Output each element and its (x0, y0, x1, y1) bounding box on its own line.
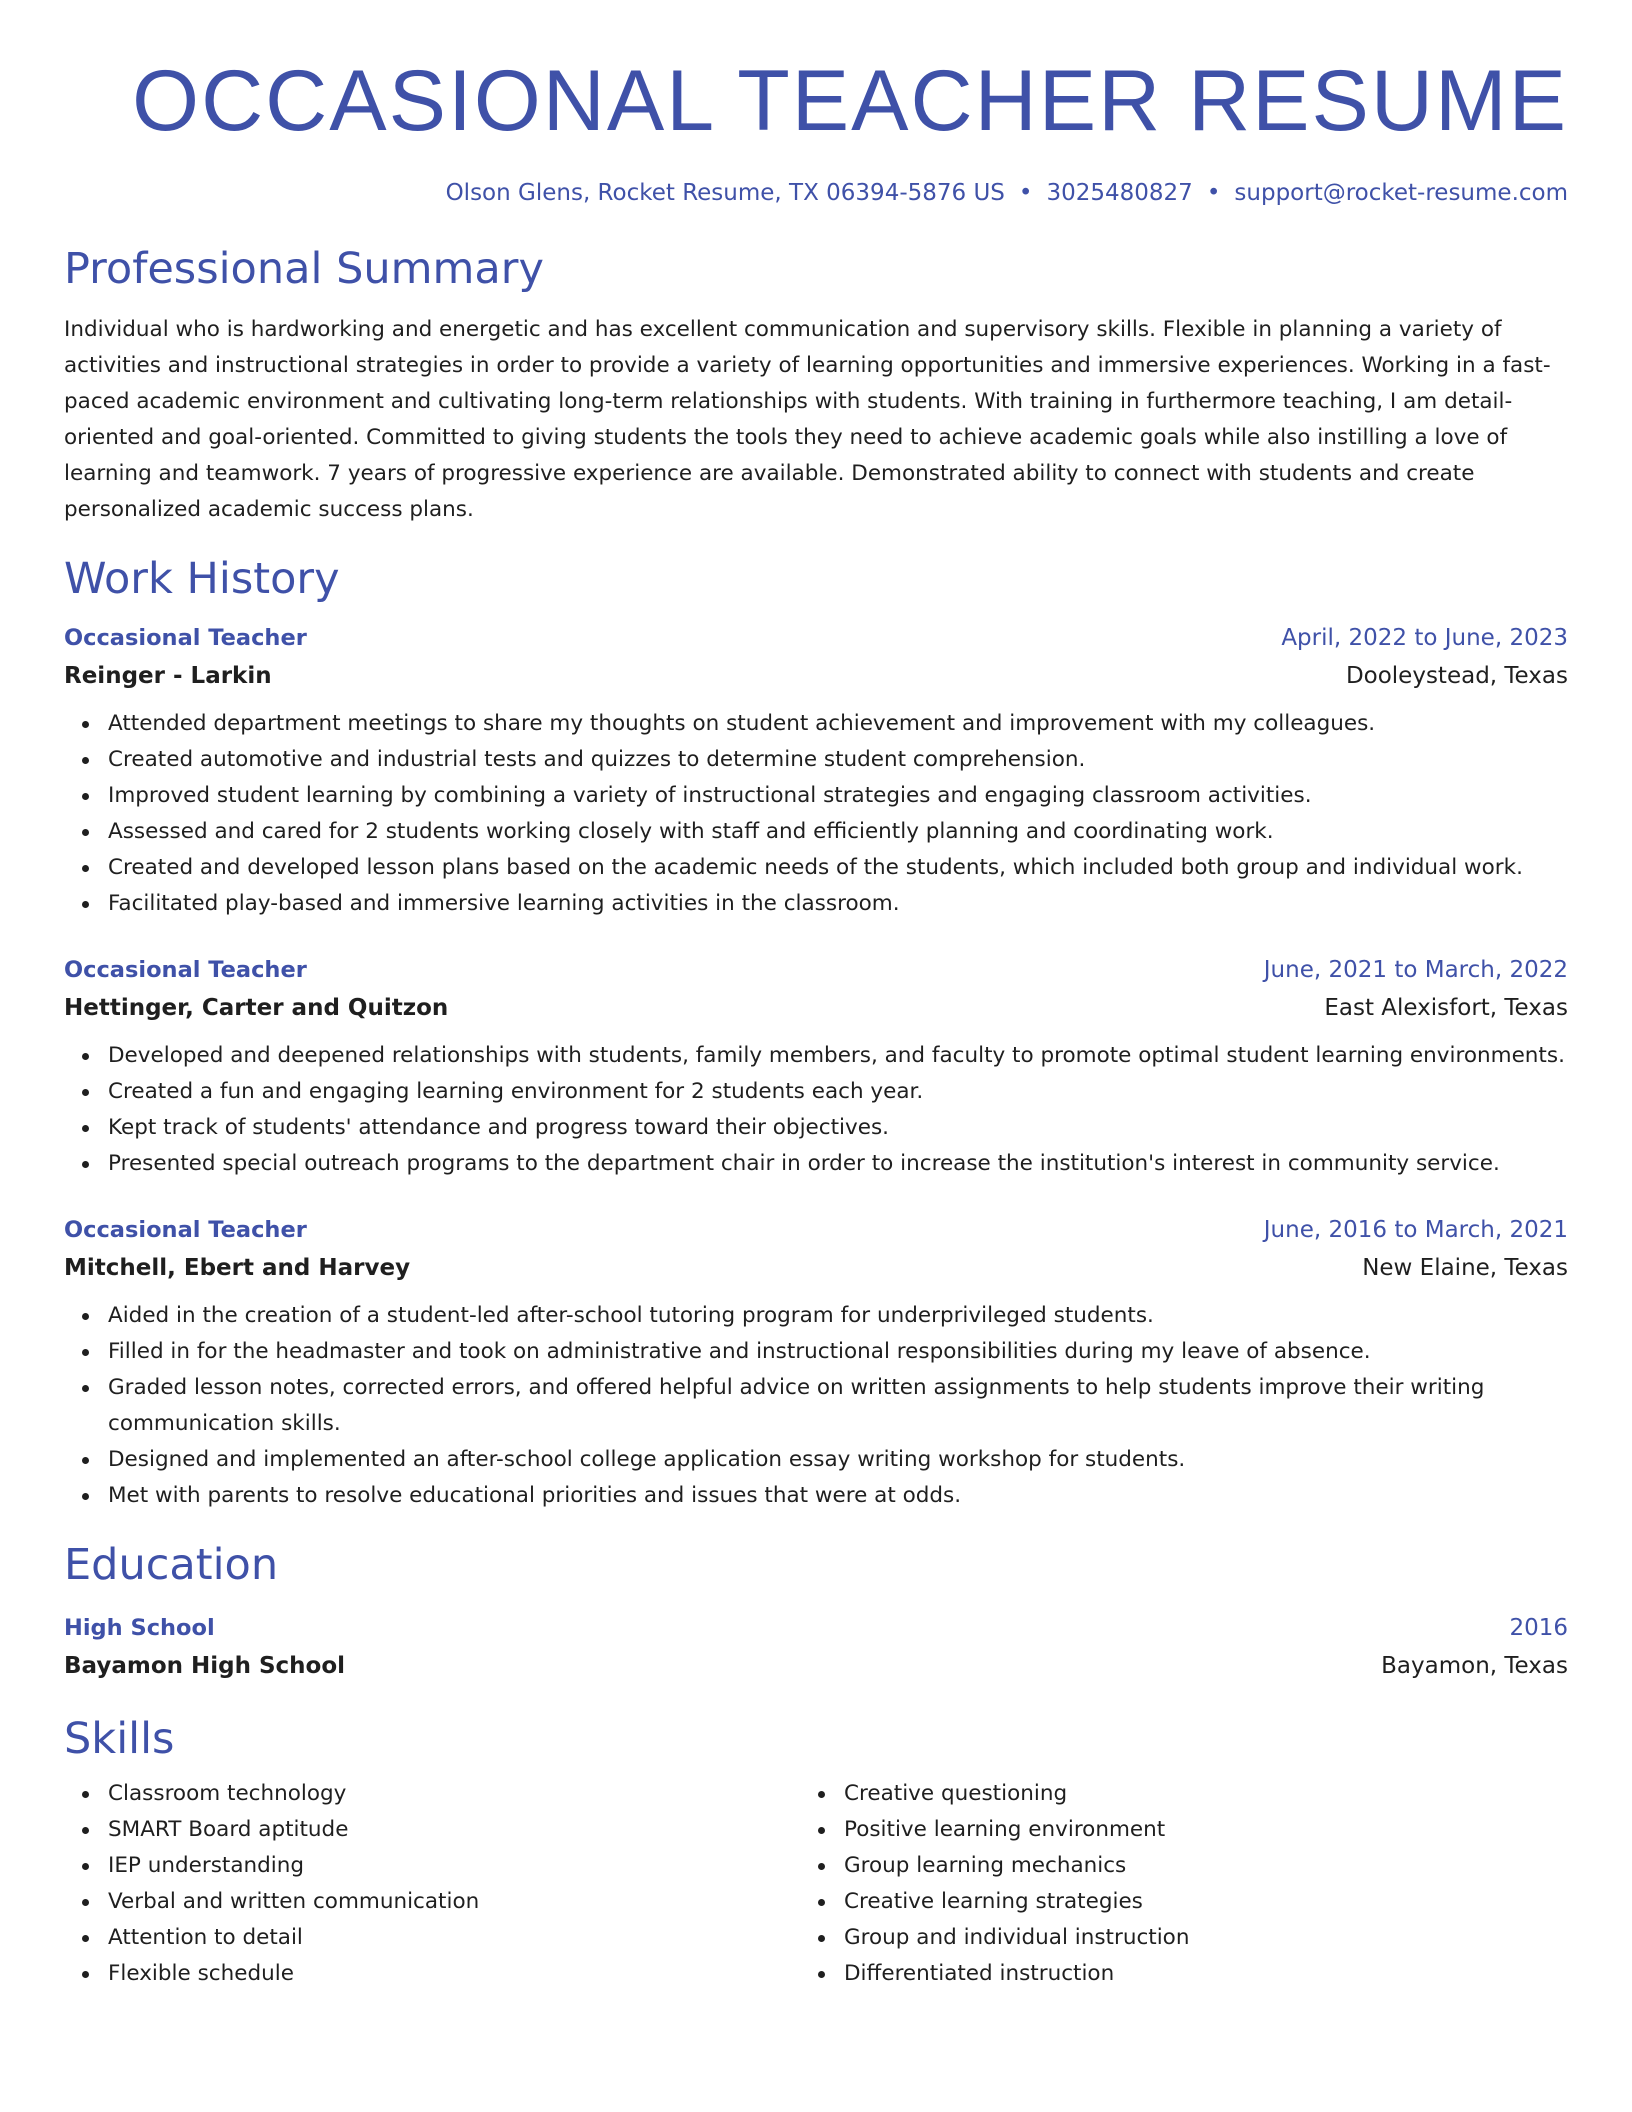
job-location: Dooleystead, Texas (1345, 663, 1568, 689)
job-location: East Alexisfort, Texas (1324, 995, 1568, 1021)
education-location: Bayamon, Texas (1381, 1653, 1568, 1679)
list-item: Filled in for the headmaster and took on administrative and instructional responsibilities during my leave of absence. (108, 1334, 1568, 1370)
resume-header (64, 46, 1568, 208)
skill-item: Group and individual instruction (844, 1920, 1536, 1956)
list-item: Created and developed lesson plans based on the academic needs of the students, which included both group and individual work. (108, 850, 1568, 886)
job-title: Occasional Teacher (64, 957, 307, 983)
list-item: Designed and implemented an after-school college application essay writing workshop for students. (108, 1442, 1568, 1478)
section-heading-skills: Skills (64, 1714, 175, 1764)
skill-item: Flexible schedule (108, 1956, 800, 1992)
job-company: Hettinger, Carter and Quitzon (64, 995, 449, 1021)
education-section (64, 1538, 1568, 1686)
job-company: Reinger - Larkin (64, 663, 272, 689)
job-duties-list (64, 706, 1568, 922)
resume-title: OCCASIONAL TEACHER RESUME (132, 53, 1568, 149)
professional-summary-section (64, 242, 1568, 528)
skills-section (64, 1712, 1568, 1992)
skill-item: Attention to detail (108, 1920, 800, 1956)
skills-grid (64, 1776, 1568, 1992)
job-entry (64, 1212, 1568, 1514)
list-item: Met with parents to resolve educational priorities and issues that were at odds. (108, 1478, 1568, 1514)
education-year: 2016 (1509, 1615, 1568, 1641)
skill-item: Group learning mechanics (844, 1848, 1536, 1884)
list-item: Kept track of students' attendance and progress toward their objectives. (108, 1110, 1568, 1146)
list-item: Developed and deepened relationships with students, family members, and faculty to promote optimal student learning environments. (108, 1038, 1568, 1074)
skills-column-right (800, 1776, 1536, 1992)
skill-item: Creative questioning (844, 1776, 1536, 1812)
section-heading-summary: Professional Summary (64, 244, 544, 294)
skills-list (64, 1776, 800, 1992)
work-history-section (64, 552, 1568, 1514)
contact-address: Olson Glens, Rocket Resume, TX 06394-5876 US (445, 180, 1005, 206)
job-entry (64, 620, 1568, 922)
list-item: Aided in the creation of a student-led after-school tutoring program for underprivileged students. (108, 1298, 1568, 1334)
section-heading-education: Education (64, 1540, 279, 1590)
skill-item: SMART Board aptitude (108, 1812, 800, 1848)
skill-item: IEP understanding (108, 1848, 800, 1884)
job-date: April, 2022 to June, 2023 (1281, 625, 1568, 651)
job-title: Occasional Teacher (64, 625, 307, 651)
contact-phone: 3025480827 (1046, 180, 1193, 206)
list-item: Attended department meetings to share my thoughts on student achievement and improvement with my colleagues. (108, 706, 1568, 742)
education-school: Bayamon High School (64, 1653, 346, 1679)
list-item: Presented special outreach programs to the department chair in order to increase the institution's interest in community service. (108, 1146, 1568, 1182)
education-entry (64, 1610, 1568, 1686)
skills-list (800, 1776, 1536, 1992)
job-company: Mitchell, Ebert and Harvey (64, 1255, 411, 1281)
skill-item: Verbal and written communication (108, 1884, 800, 1920)
list-item: Assessed and cared for 2 students working closely with staff and efficiently planning and coordinating work. (108, 814, 1568, 850)
skill-item: Differentiated instruction (844, 1956, 1536, 1992)
contact-email: support@rocket-resume.com (1234, 180, 1568, 206)
job-entry (64, 952, 1568, 1182)
list-item: Facilitated play-based and immersive learning activities in the classroom. (108, 886, 1568, 922)
contact-separator: • (1018, 180, 1033, 206)
list-item: Graded lesson notes, corrected errors, and offered helpful advice on written assignments to help students improve their writing communication skills. (108, 1370, 1568, 1442)
job-title: Occasional Teacher (64, 1217, 307, 1243)
skills-column-left (64, 1776, 800, 1992)
contact-separator: • (1206, 180, 1221, 206)
list-item: Created automotive and industrial tests and quizzes to determine student comprehension. (108, 742, 1568, 778)
education-degree: High School (64, 1615, 215, 1641)
summary-text: Individual who is hardworking and energetic and has excellent communication and supervisory skills. Flexible in planning a variety of activities and instructional strategies in order to provide a variety of learning opportunities and immersive experiences. Working in a fast-paced academic environment and cultivating long-term relationships with students. With training in furthermore teaching, I am detail-oriented and goal-oriented. Committed to giving students the tools they need to achieve academic goals while also instilling a love of learning and teamwork. 7 years of progressive experience are available. Demonstrated ability to connect with students and create personalized academic success plans. (64, 317, 1551, 522)
job-date: June, 2016 to March, 2021 (1263, 1217, 1568, 1243)
list-item: Improved student learning by combining a variety of instructional strategies and engaging classroom activities. (108, 778, 1568, 814)
skill-item: Positive learning environment (844, 1812, 1536, 1848)
skill-item: Classroom technology (108, 1776, 800, 1812)
list-item: Created a fun and engaging learning environment for 2 students each year. (108, 1074, 1568, 1110)
job-duties-list (64, 1298, 1568, 1514)
job-date: June, 2021 to March, 2022 (1263, 957, 1568, 983)
contact-line (64, 178, 1568, 208)
job-duties-list (64, 1038, 1568, 1182)
skill-item: Creative learning strategies (844, 1884, 1536, 1920)
section-heading-work: Work History (64, 554, 340, 604)
job-location: New Elaine, Texas (1362, 1255, 1568, 1281)
